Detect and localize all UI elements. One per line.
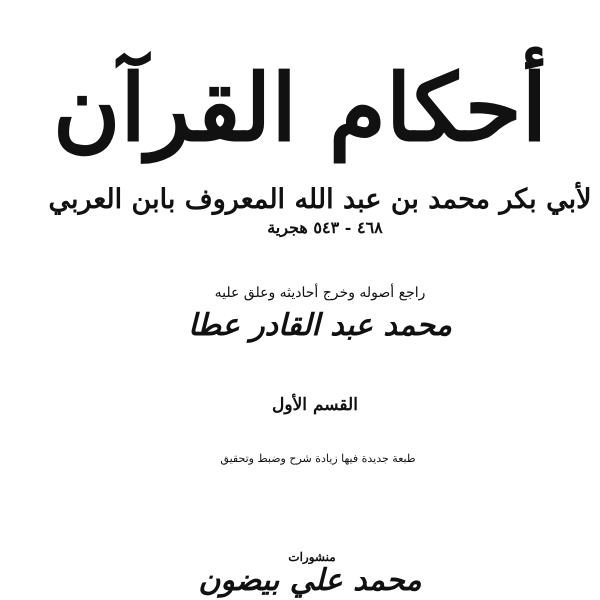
publisher-label: منشورات bbox=[288, 550, 336, 564]
author-line: لأبي بكر محمد بن عبد الله المعروف بابن العربي bbox=[48, 184, 592, 215]
publisher-name: محمد علي بيضون bbox=[198, 563, 422, 598]
author-dates: ٤٦٨ - ٥٤٣ هجرية bbox=[267, 218, 383, 237]
editor-note: راجع أصوله وخرج أحاديثه وعلق عليه bbox=[214, 285, 426, 301]
editor-name: محمد عبد القادر عطا bbox=[188, 308, 452, 343]
book-title: أحكام القرآن bbox=[52, 54, 548, 162]
edition-note: طبعة جديدة فيها زيادة شرح وضبط وتحقيق bbox=[220, 452, 416, 465]
volume-part: القسم الأول bbox=[272, 395, 358, 415]
